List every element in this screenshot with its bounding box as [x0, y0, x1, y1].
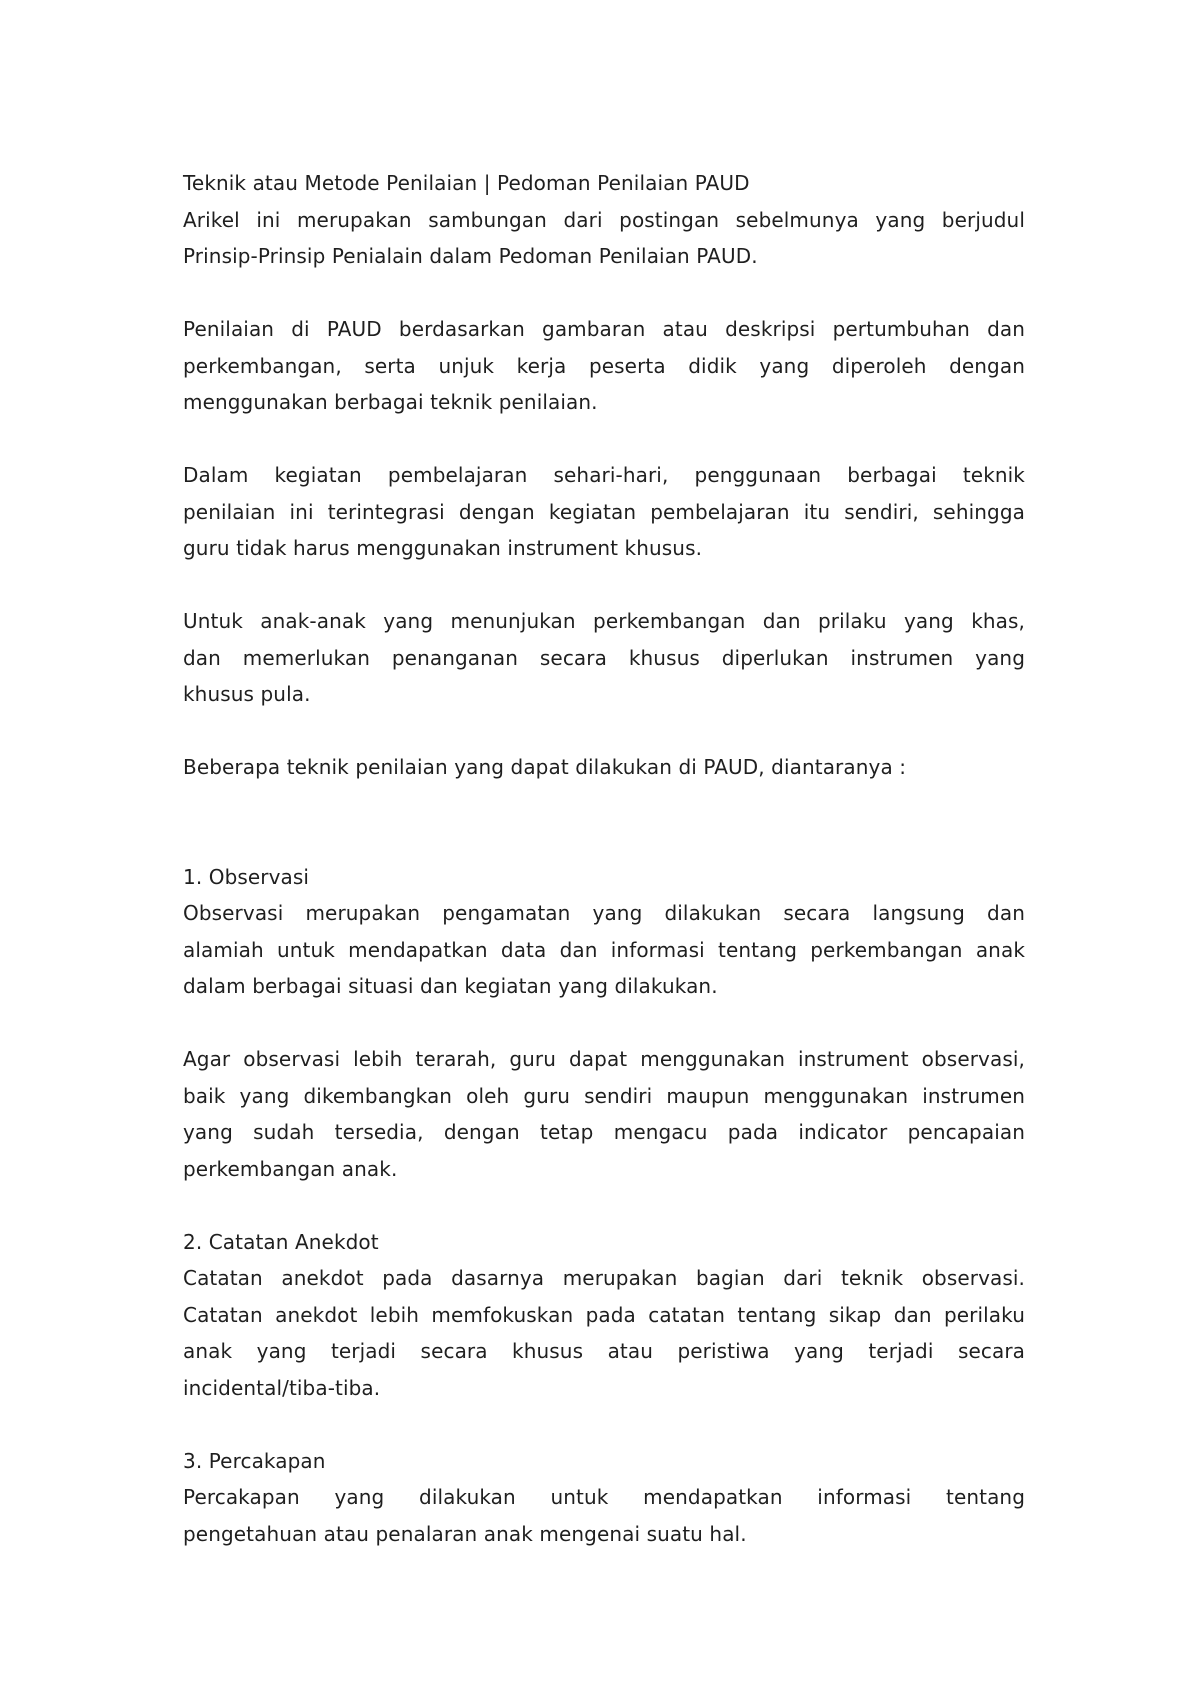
paragraph-line: Penilaian di PAUD berdasarkan gambaran atau deskripsi pertumbuhan dan: [183, 317, 1025, 341]
paragraph-line: Beberapa teknik penilaian yang dapat dilakukan di PAUD, diantaranya :: [183, 755, 907, 779]
paragraph-line: perkembangan, serta unjuk kerja peserta didik yang diperoleh dengan: [183, 353, 1025, 378]
paragraph-line: Catatan anekdot pada dasarnya merupakan bagian dari teknik observasi.: [183, 1266, 1025, 1290]
section-heading: 2. Catatan Anekdot: [183, 1229, 379, 1254]
section-paragraph: [183, 1479, 1025, 1552]
body-paragraph: [183, 603, 1025, 713]
section-heading: 3. Percakapan: [183, 1448, 326, 1473]
paragraph-line: menggunakan berbagai teknik penilaian.: [183, 390, 598, 414]
paragraph-line: alamiah untuk mendapatkan data dan informasi tentang perkembangan anak: [183, 937, 1025, 962]
paragraph-line: Arikel ini merupakan sambungan dari postingan sebelmunya yang berjudul: [183, 207, 1025, 232]
paragraph-line: anak yang terjadi secara khusus atau peristiwa yang terjadi secara: [183, 1339, 1025, 1363]
section-paragraph: [183, 895, 1025, 1005]
paragraph-line: perkembangan anak.: [183, 1156, 398, 1181]
paragraph-line: Percakapan yang dilakukan untuk mendapatkan informasi tentang: [183, 1485, 1025, 1509]
body-paragraph: [183, 457, 1025, 567]
body-paragraph: [183, 749, 1025, 786]
paragraph-line: guru tidak harus menggunakan instrument khusus.: [183, 536, 703, 560]
paragraph-line: Catatan anekdot lebih memfokuskan pada catatan tentang sikap dan perilaku: [183, 1302, 1025, 1327]
body-paragraph: [183, 311, 1025, 421]
paragraph-line: Observasi merupakan pengamatan yang dilakukan secara langsung dan: [183, 901, 1025, 925]
paragraph-line: pengetahuan atau penalaran anak mengenai suatu hal.: [183, 1521, 747, 1546]
paragraph-line: Untuk anak-anak yang menunjukan perkembangan dan prilaku yang khas,: [183, 609, 1025, 633]
section-catatan-anekdot: [183, 1224, 1025, 1407]
intro-paragraph: [183, 202, 1025, 275]
paragraph-line: dan memerlukan penanganan secara khusus diperlukan instrumen yang: [183, 645, 1025, 670]
paragraph-line: khusus pula.: [183, 682, 311, 706]
document-page: [183, 165, 1025, 1552]
paragraph-line: yang sudah tersedia, dengan tetap mengacu pada indicator pencapaian: [183, 1120, 1025, 1144]
section-heading: 1. Observasi: [183, 864, 310, 889]
paragraph-line: Agar observasi lebih terarah, guru dapat menggunakan instrument observasi,: [183, 1047, 1025, 1071]
document-title: Teknik atau Metode Penilaian | Pedoman Penilaian PAUD: [183, 171, 750, 195]
section-percakapan: [183, 1443, 1025, 1553]
paragraph-line: Dalam kegiatan pembelajaran sehari-hari, penggunaan berbagai teknik: [183, 463, 1025, 487]
paragraph-line: baik yang dikembangkan oleh guru sendiri maupun menggunakan instrumen: [183, 1083, 1025, 1108]
paragraph-line: penilaian ini terintegrasi dengan kegiatan pembelajaran itu sendiri, sehingga: [183, 499, 1025, 524]
paragraph-line: dalam berbagai situasi dan kegiatan yang dilakukan.: [183, 974, 718, 998]
section-observasi: [183, 859, 1025, 1188]
paragraph-line: Prinsip-Prinsip Penialain dalam Pedoman Penilaian PAUD.: [183, 244, 758, 268]
section-paragraph: [183, 1041, 1025, 1187]
paragraph-line: incidental/tiba-tiba.: [183, 1375, 381, 1400]
section-paragraph: [183, 1260, 1025, 1406]
